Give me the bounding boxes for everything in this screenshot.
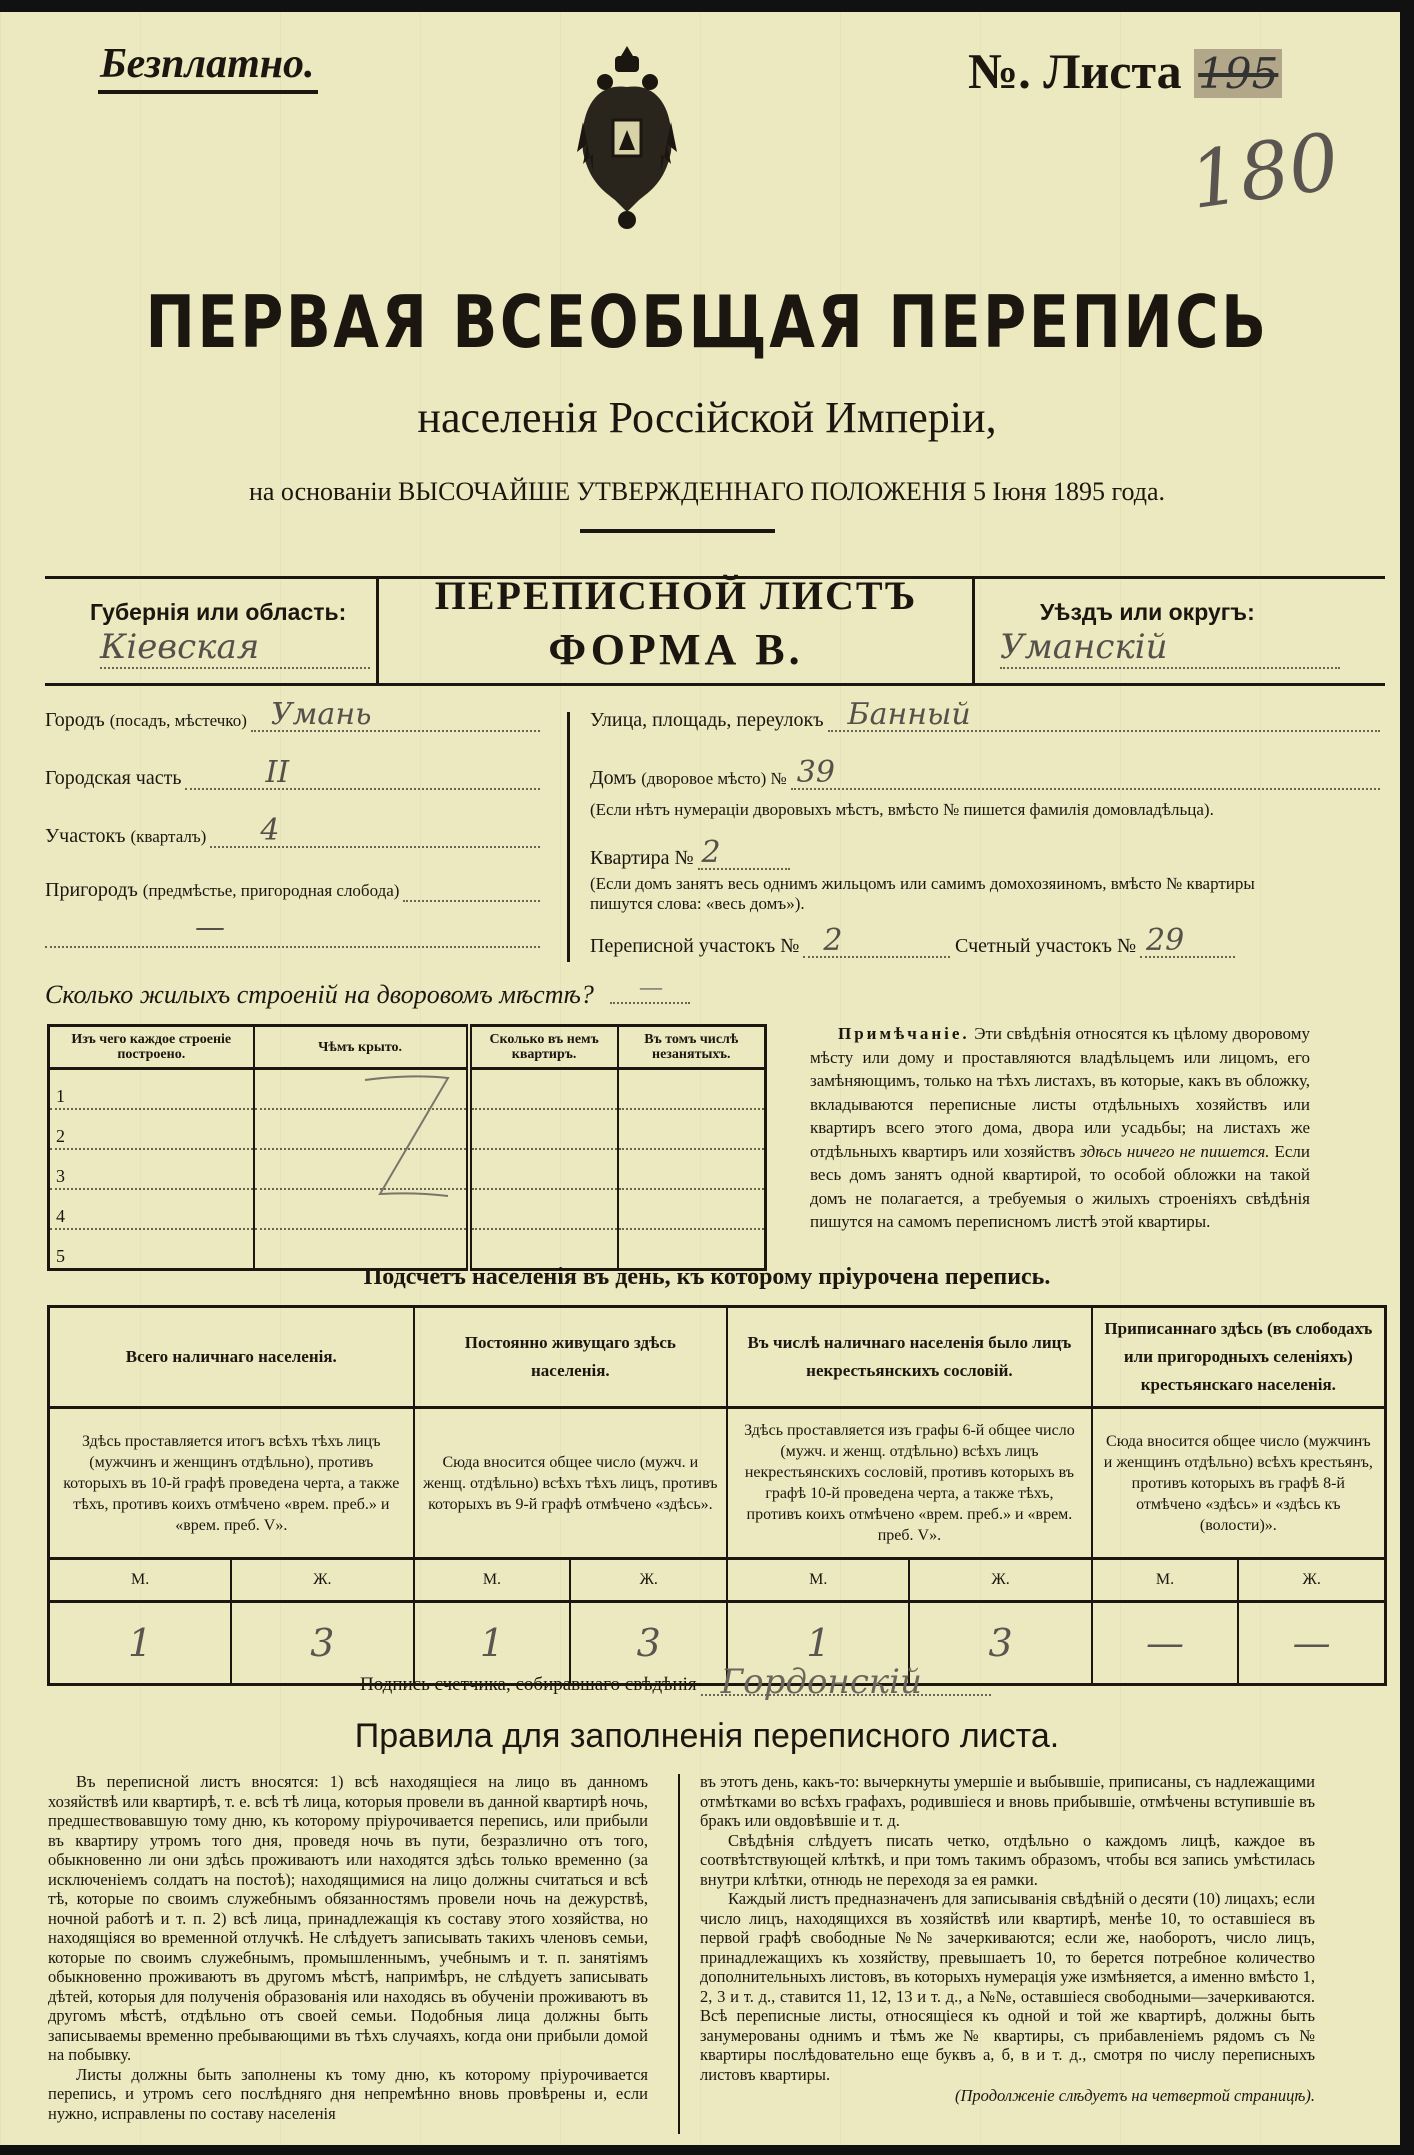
- population-group-description: Сюда вносится общее число (мужчинъ и женщинъ отдѣльно) всѣхъ крестьянъ, противъ которыхъ въ графѣ 8-й отмѣчено «здѣсь» и «здѣсь къ (волости)».: [1092, 1408, 1386, 1559]
- male-count-cell[interactable]: 1: [49, 1602, 232, 1685]
- city-hint: (посадъ, мѣстечко): [109, 711, 247, 730]
- vacant-cell[interactable]: [618, 1069, 766, 1110]
- apartments-cell[interactable]: [469, 1069, 618, 1110]
- suburb-field-line2[interactable]: [45, 910, 540, 948]
- apartment-field[interactable]: [698, 835, 790, 870]
- female-column-header: Ж.: [231, 1559, 413, 1602]
- male-count-cell[interactable]: 1: [414, 1602, 571, 1685]
- apartment-note: (Если домъ занятъ весь однимъ жильцомъ или самимъ домохозяиномъ, вмѣсто № квартиры пишутся слова: «весь домъ»).: [590, 874, 1255, 913]
- apartment-row: [590, 835, 790, 870]
- note-italic: здѣсь ничего не пишется.: [1080, 1141, 1270, 1161]
- row-number-cell[interactable]: [49, 1069, 254, 1110]
- uezd-label: Уѣздъ или округъ:: [1040, 599, 1255, 625]
- male-column-header: М.: [414, 1559, 571, 1602]
- male-count-cell[interactable]: 1: [727, 1602, 909, 1685]
- census-form-page: [0, 12, 1400, 2145]
- population-group-description: Сюда вносится общее число (мужч. и женщ. отдѣльно) всѣхъ тѣхъ лицъ, противъ которыхъ въ 9-й графѣ отмѣчено «здѣсь».: [414, 1408, 728, 1559]
- rules-paragraph-5: Каждый листъ предназначенъ для записыванія свѣдѣній о десяти (10) лицахъ; если число лицъ, находящихся въ хозяйствѣ или квартирѣ, менѣе 10, то оставшіеся въ первой графѣ свободные №№ зачеркиваются; если же, наоборотъ, число лицъ, принадлежащихъ къ хозяйству, превышаетъ 10, то берется потребное количество дополнительныхъ листовъ, въ которыхъ нумерація уже измѣняется, а именно вмѣсто 1, 2, 3 и т. д., ставится 11, 12, 13 и т. д., а №№, оставшіеся свободными—зачеркиваются. Всѣ переписные листы, относящіеся къ одной и той же квартирѣ, должны быть занумерованы однимъ и тѣмъ же № квартиры, съ прибавленіемъ рядомъ съ № квартиры послѣдовательно еще буквъ а, б, в и т. д., смотря по числу переписныхъ листовъ квартиры.: [700, 1889, 1315, 2084]
- rules-paragraph-4: Свѣдѣнія слѣдуетъ писать четко, отдѣльно о каждомъ лицѣ, каждое въ соотвѣтствующей клѣткѣ, и при томъ такимъ образомъ, чтобы вся запись умѣстилась внутри клѣтки, отнюдь не переходя за ея рамки.: [700, 1830, 1315, 1889]
- census-district-row: [590, 923, 950, 958]
- population-group-heading: Всего наличнаго населенія.: [49, 1307, 414, 1408]
- vacant-cell[interactable]: [618, 1109, 766, 1149]
- note-heading: Примѣчаніе.: [838, 1024, 970, 1043]
- apartments-cell[interactable]: [469, 1149, 618, 1189]
- row-number: 1: [56, 1086, 65, 1106]
- row-number-cell[interactable]: [49, 1189, 254, 1229]
- population-group-description: Здѣсь проставляется итогъ всѣхъ тѣхъ лицъ (мужчинъ и женщинъ отдѣльно), противъ которыхъ въ 10-й графѣ проведена черта, а также тѣхъ, противъ коихъ отмѣчено «врем. преб.» и «врем. преб. V».: [49, 1408, 414, 1559]
- district-row: [45, 813, 540, 848]
- house-hint: (дворовое мѣсто) №: [641, 769, 787, 788]
- female-count-cell[interactable]: 3: [231, 1602, 413, 1685]
- decree-line: на основаніи ВЫСОЧАЙШЕ УТВЕРЖДЕННАГО ПОЛОЖЕНІЯ 5 Іюня 1895 года.: [248, 477, 1166, 506]
- vacant-cell[interactable]: [618, 1149, 766, 1189]
- male-column-header: М.: [1092, 1559, 1239, 1602]
- free-of-charge-label: Безплатно.: [100, 41, 315, 87]
- house-row: [590, 755, 1380, 790]
- buildings-question: Сколько жилыхъ строеній на дворовомъ мѣстѣ?: [45, 980, 594, 1009]
- note-text-2: Если весь домъ занятъ одной квартирой, то особой обложки на такой домъ не полагается, а требуемыя о жилыхъ строеніяхъ свѣдѣнія пишутся на самомъ переписномъ листѣ этой квартиры.: [810, 1141, 1311, 1231]
- counting-district-field[interactable]: [1140, 923, 1235, 958]
- city-label-text: Городъ: [45, 709, 105, 731]
- note-text: Эти свѣдѣнія относятся къ цѣлому дворовому мѣсту или дому и проставляются владѣльцемъ или лицомъ, его замѣняющимъ, только на тѣхъ листахъ, въ которые, какъ въ обложку, вкладываются переписные листы отдѣльныхъ хозяйствъ или квартиръ всего этого дома, двора или усадьбы; на листахъ же отдѣльныхъ квартиръ или хозяйствъ: [810, 1024, 1310, 1161]
- column-header-apartments: Сколько въ немъ квартиръ.: [469, 1026, 618, 1069]
- address-divider: [567, 712, 570, 962]
- apartment-label: Квартира №: [590, 847, 694, 869]
- street-value: Банный: [847, 697, 971, 732]
- population-group-heading: Приписаннаго здѣсь (въ слободахъ или пригородныхъ селеніяхъ) крестьянскаго населенія.: [1092, 1307, 1386, 1408]
- form-type: ФОРМА В.: [548, 625, 804, 674]
- free-label-underline: [98, 90, 318, 94]
- suburb-hint: (предмѣстье, пригородная слобода): [142, 881, 400, 900]
- street-row: [590, 697, 1380, 732]
- rules-paragraph-1: Въ переписной листъ вносятся: 1) всѣ находящіеся на лицо въ данномъ хозяйствѣ или квартирѣ, т. е. всѣ тѣ лица, которыя провели въ данной квартирѣ ночь, предшествовавшую тому дню, къ которому пріурочивается перепись, или прибыли въ квартиру утромъ того дня, проведя ночь въ пути, безразлично отъ того, обыкновенно ли они здѣсь проживаютъ или находятся здѣсь только временно (за исключеніемъ солдатъ на постоѣ); находящимися на лицо должны считаться и всѣ тѣ, которые по своимъ служебнымъ обязанностямъ провели ночь на дежурствѣ, ночной работѣ и т. п. 2) всѣ лица, принадлежащія къ составу этого хозяйства, но находящіяся во временной отлучкѣ. Не слѣдуетъ записывать такихъ членовъ семьи, которые по своимъ служебнымъ, промышленнымъ, учебнымъ и т. п. занятіямъ обыкновенно проживаютъ въ другомъ мѣстѣ, напримѣръ, не слѣдуетъ записывать дѣтей, которыя для полученія образованія или находясь въ обученіи проживаютъ въ другомъ мѣстѣ, отдѣльно отъ своей семьи. Подобныя лица должны быть записываемы временно пребывающими въ тѣхъ случаяхъ, когда они прибыли домой на побывку.: [48, 1772, 648, 2064]
- sheet-number-value: 195: [1194, 49, 1282, 98]
- signature-value: Гордонскій: [720, 1662, 922, 1702]
- suburb-field[interactable]: [403, 874, 540, 902]
- counting-district-value: 29: [1146, 923, 1185, 958]
- street-label: Улица, площадь, переулокъ: [590, 709, 824, 731]
- suburb-label-text: Пригородъ: [45, 879, 138, 901]
- row-number-cell[interactable]: [49, 1149, 254, 1189]
- house-field[interactable]: [791, 755, 1380, 790]
- district-label-text: Участокъ: [45, 825, 126, 847]
- row-number: 2: [56, 1126, 65, 1146]
- female-column-header: Ж.: [570, 1559, 727, 1602]
- street-field[interactable]: [828, 697, 1380, 732]
- house-value: 39: [796, 755, 835, 790]
- district-label: [45, 825, 206, 848]
- rules-right-column: [700, 1772, 1315, 2106]
- census-district-value: 2: [823, 923, 843, 958]
- gubernia-label: Губернія или область:: [90, 599, 347, 625]
- female-count-cell[interactable]: 3: [909, 1602, 1091, 1685]
- apartments-cell[interactable]: [469, 1109, 618, 1149]
- city-label: [45, 709, 247, 732]
- district-value: 4: [260, 813, 280, 848]
- buildings-answer-field[interactable]: [610, 974, 690, 1004]
- population-count-title: Подсчетъ населенія въ день, къ которому пріурочена перепись.: [363, 1264, 1051, 1290]
- imperial-eagle-crest-icon: [575, 42, 680, 232]
- counting-district-label: Счетный участокъ №: [955, 935, 1137, 957]
- continuation-note: (Продолженіе слѣдуетъ на четвертой страницѣ).: [955, 2086, 1315, 2105]
- sheet-number: [968, 42, 1282, 100]
- form-box-divider-right: [972, 576, 975, 686]
- male-column-header: М.: [49, 1559, 232, 1602]
- census-district-label: Переписной участокъ №: [590, 935, 800, 957]
- district-field[interactable]: [210, 813, 540, 848]
- buildings-table-header: [49, 1026, 766, 1069]
- vacant-cell[interactable]: [618, 1189, 766, 1229]
- title-divider: [580, 529, 775, 533]
- page-title: ПЕРВАЯ ВСЕОБЩАЯ ПЕРЕПИСЬ: [145, 280, 1269, 364]
- counting-district-row: [955, 923, 1235, 958]
- house-note: (Если нѣтъ нумераціи дворовыхъ мѣстъ, вмѣсто № пишется фамилія домовладѣльца).: [590, 800, 1214, 819]
- suburb-value: —: [195, 910, 225, 945]
- form-box-bottom-border: [45, 683, 1385, 686]
- house-label-text: Домъ: [590, 767, 637, 789]
- buildings-answer-value: —: [640, 974, 662, 999]
- column-header-material: Изъ чего каждое строеніе построено.: [49, 1026, 254, 1069]
- apartment-value: 2: [701, 835, 721, 870]
- male-column-header: М.: [727, 1559, 909, 1602]
- form-box-divider-left: [376, 576, 379, 686]
- female-count-cell[interactable]: 3: [570, 1602, 727, 1685]
- city-part-field[interactable]: [185, 755, 540, 790]
- district-hint: (кварталъ): [130, 827, 207, 846]
- rules-left-column: [48, 1772, 648, 2123]
- city-value: Умань: [270, 697, 372, 732]
- census-district-field[interactable]: [803, 923, 950, 958]
- male-count-cell[interactable]: —: [1092, 1602, 1239, 1685]
- house-label: [590, 767, 787, 790]
- form-title: ПЕРЕПИСНОЙ ЛИСТЪ: [434, 573, 918, 618]
- apartments-cell[interactable]: [469, 1189, 618, 1229]
- population-sex-row: [49, 1559, 1386, 1602]
- row-number: 3: [56, 1166, 65, 1186]
- city-part-value: II: [265, 755, 290, 790]
- row-number: 5: [56, 1246, 65, 1266]
- city-part-label: Городская часть: [45, 767, 182, 789]
- population-group-heading: Постоянно живущаго здѣсь населенія.: [414, 1307, 728, 1408]
- population-group-description: Здѣсь проставляется изъ графы 6-й общее число (мужч. и женщ. отдѣльно) всѣхъ лицъ некрестьянскихъ сословій, противъ которыхъ въ графѣ 10-й проведена черта, а также тѣхъ, противъ коихъ отмѣчено «врем. преб.» и «врем. преб. V».: [727, 1408, 1092, 1559]
- column-header-roof: Чѣмъ крыто.: [254, 1026, 469, 1069]
- gubernia-field[interactable]: Кіевская: [100, 627, 370, 669]
- sheet-number-label: №. Листа: [968, 43, 1182, 99]
- suburb-row: [45, 874, 540, 902]
- city-part-row: [45, 755, 540, 790]
- signature-field[interactable]: [701, 1662, 991, 1702]
- signature-label: Подпись счетчика, собиравшаго свѣдѣнія: [360, 1674, 697, 1695]
- population-table: [47, 1305, 1387, 1686]
- population-headings-row: [49, 1307, 1386, 1408]
- suburb-label: [45, 879, 399, 902]
- page-subtitle: населенія Россійской Имперіи,: [417, 393, 997, 442]
- handwritten-sheet-number: 180: [1184, 117, 1345, 227]
- city-field[interactable]: [251, 697, 540, 732]
- buildings-note: [810, 1022, 1310, 1234]
- population-descriptions-row: [49, 1408, 1386, 1559]
- rules-paragraph-2: Листы должны быть заполнены къ тому дню, къ которому пріурочивается перепись, и утромъ сего послѣдняго дня непремѣнно вновь провѣрены и, если нужно, исправлены по составу населенія: [48, 2064, 648, 2123]
- enumerator-signature-row: [360, 1662, 991, 1702]
- column-header-vacant: Въ томъ числѣ незанятыхъ.: [618, 1026, 766, 1069]
- city-row: [45, 697, 540, 732]
- row-number-cell[interactable]: [49, 1109, 254, 1149]
- female-column-header: Ж.: [1238, 1559, 1385, 1602]
- uezd-field[interactable]: Уманскій: [1000, 627, 1340, 669]
- row-number: 4: [56, 1206, 65, 1226]
- population-group-heading: Въ числѣ наличнаго населенія было лицъ некрестьянскихъ сословій.: [727, 1307, 1092, 1408]
- female-count-cell[interactable]: —: [1292, 1621, 1331, 1665]
- roof-dash-mark: [360, 1072, 450, 1202]
- rules-title: Правила для заполненія переписного листа.: [354, 1717, 1060, 1755]
- rules-column-divider: [678, 1774, 680, 2134]
- female-column-header: Ж.: [909, 1559, 1091, 1602]
- rules-paragraph-3: въ этотъ день, какъ-то: вычеркнуты умершіе и выбывшіе, приписаны, съ надлежащими отмѣтками во всѣхъ графахъ, родившіеся и вновь прибывшіе, отмѣчены вступившіе въ бракъ или овдовѣвшіе и т. д.: [700, 1772, 1315, 1830]
